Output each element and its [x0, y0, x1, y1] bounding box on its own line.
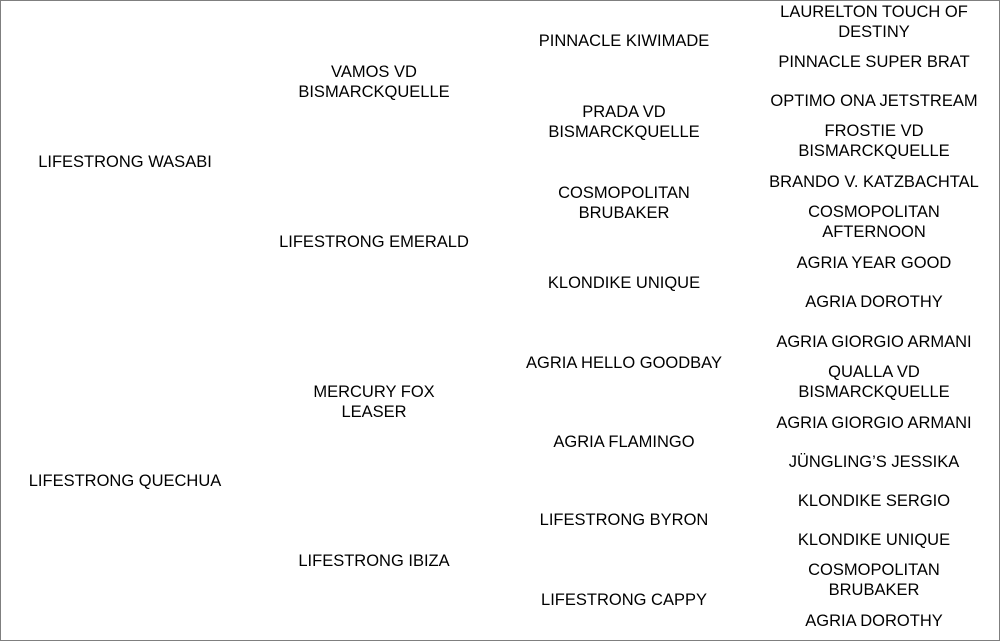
gen4-name: QUALLA VD BISMARCKQUELLE [798, 363, 950, 401]
gen3-cell [499, 559, 750, 641]
gen3-cell [499, 81, 750, 163]
gen2-cell [249, 322, 500, 482]
gen4-cell [749, 282, 1000, 323]
gen4-cell [749, 601, 1000, 641]
gen3-name: KLONDIKE UNIQUE [547, 273, 701, 292]
gen2-name: LIFESTRONG EMERALD [279, 233, 469, 251]
gen3-cell [499, 403, 750, 482]
gen3-name: LIFESTRONG BYRON [539, 511, 709, 529]
gen4-name: OPTIMO ONA JETSTREAM [770, 91, 978, 110]
gen4-cell [749, 0, 1000, 43]
gen3-name: PRADA VD BISMARCKQUELLE [548, 102, 700, 141]
gen4-cell [749, 322, 1000, 362]
gen4-name: AGRIA DOROTHY [805, 293, 943, 311]
gen3-name: PINNACLE KIWIMADE [538, 32, 710, 50]
gen4-cell [749, 442, 1000, 482]
gen1-sire-cell [0, 0, 250, 323]
gen4-cell [749, 243, 1000, 283]
gen3-cell [499, 481, 750, 560]
gen4-name: PINNACLE SUPER BRAT [778, 52, 970, 71]
gen2-name: LIFESTRONG IBIZA [298, 551, 450, 570]
gen2-name: VAMOS VD BISMARCKQUELLE [298, 62, 450, 101]
gen4-cell [749, 162, 1000, 202]
gen2-cell [249, 162, 500, 323]
gen4-name: JÜNGLING’S JESSIKA [788, 452, 960, 471]
gen4-name: AGRIA GIORGIO ARMANI [776, 413, 972, 432]
gen3-name: AGRIA HELLO GOODBAY [526, 353, 722, 372]
gen4-cell [749, 520, 1000, 560]
gen1-dam-cell [0, 322, 250, 641]
gen4-cell [749, 42, 1000, 82]
gen2-cell [249, 0, 500, 163]
gen4-name: COSMOPOLITAN BRUBAKER [808, 561, 940, 599]
gen3-cell [499, 162, 750, 244]
gen4-name: LAURELTON TOUCH OF DESTINY [780, 2, 968, 41]
gen3-name: AGRIA FLAMINGO [553, 433, 695, 451]
gen3-name: COSMOPOLITAN BRUBAKER [558, 183, 690, 222]
gen3-cell [499, 322, 750, 404]
gen1-dam-name: LIFESTRONG QUECHUA [28, 472, 222, 490]
gen4-cell [749, 559, 1000, 602]
gen4-name: KLONDIKE SERGIO [797, 491, 951, 510]
gen4-name: BRANDO V. KATZBACHTAL [769, 172, 979, 191]
gen4-name: AGRIA DOROTHY [805, 611, 943, 630]
gen4-name: AGRIA GIORGIO ARMANI [776, 332, 972, 351]
gen4-name: COSMOPOLITAN AFTERNOON [808, 203, 940, 241]
gen4-name: AGRIA YEAR GOOD [796, 253, 952, 272]
gen4-cell [749, 403, 1000, 443]
gen1-sire-name: LIFESTRONG WASABI [38, 152, 212, 171]
gen2-name: MERCURY FOX LEASER [313, 382, 435, 421]
gen4-cell [749, 201, 1000, 244]
gen2-cell [249, 481, 500, 641]
gen4-name: KLONDIKE UNIQUE [797, 530, 951, 549]
gen3-name: LIFESTRONG CAPPY [541, 590, 707, 609]
gen4-name: FROSTIE VD BISMARCKQUELLE [798, 122, 950, 160]
gen3-cell [499, 0, 750, 82]
gen4-cell [749, 481, 1000, 521]
gen3-cell [499, 243, 750, 323]
gen4-cell [749, 81, 1000, 121]
gen4-cell [749, 361, 1000, 404]
gen4-cell [749, 120, 1000, 163]
